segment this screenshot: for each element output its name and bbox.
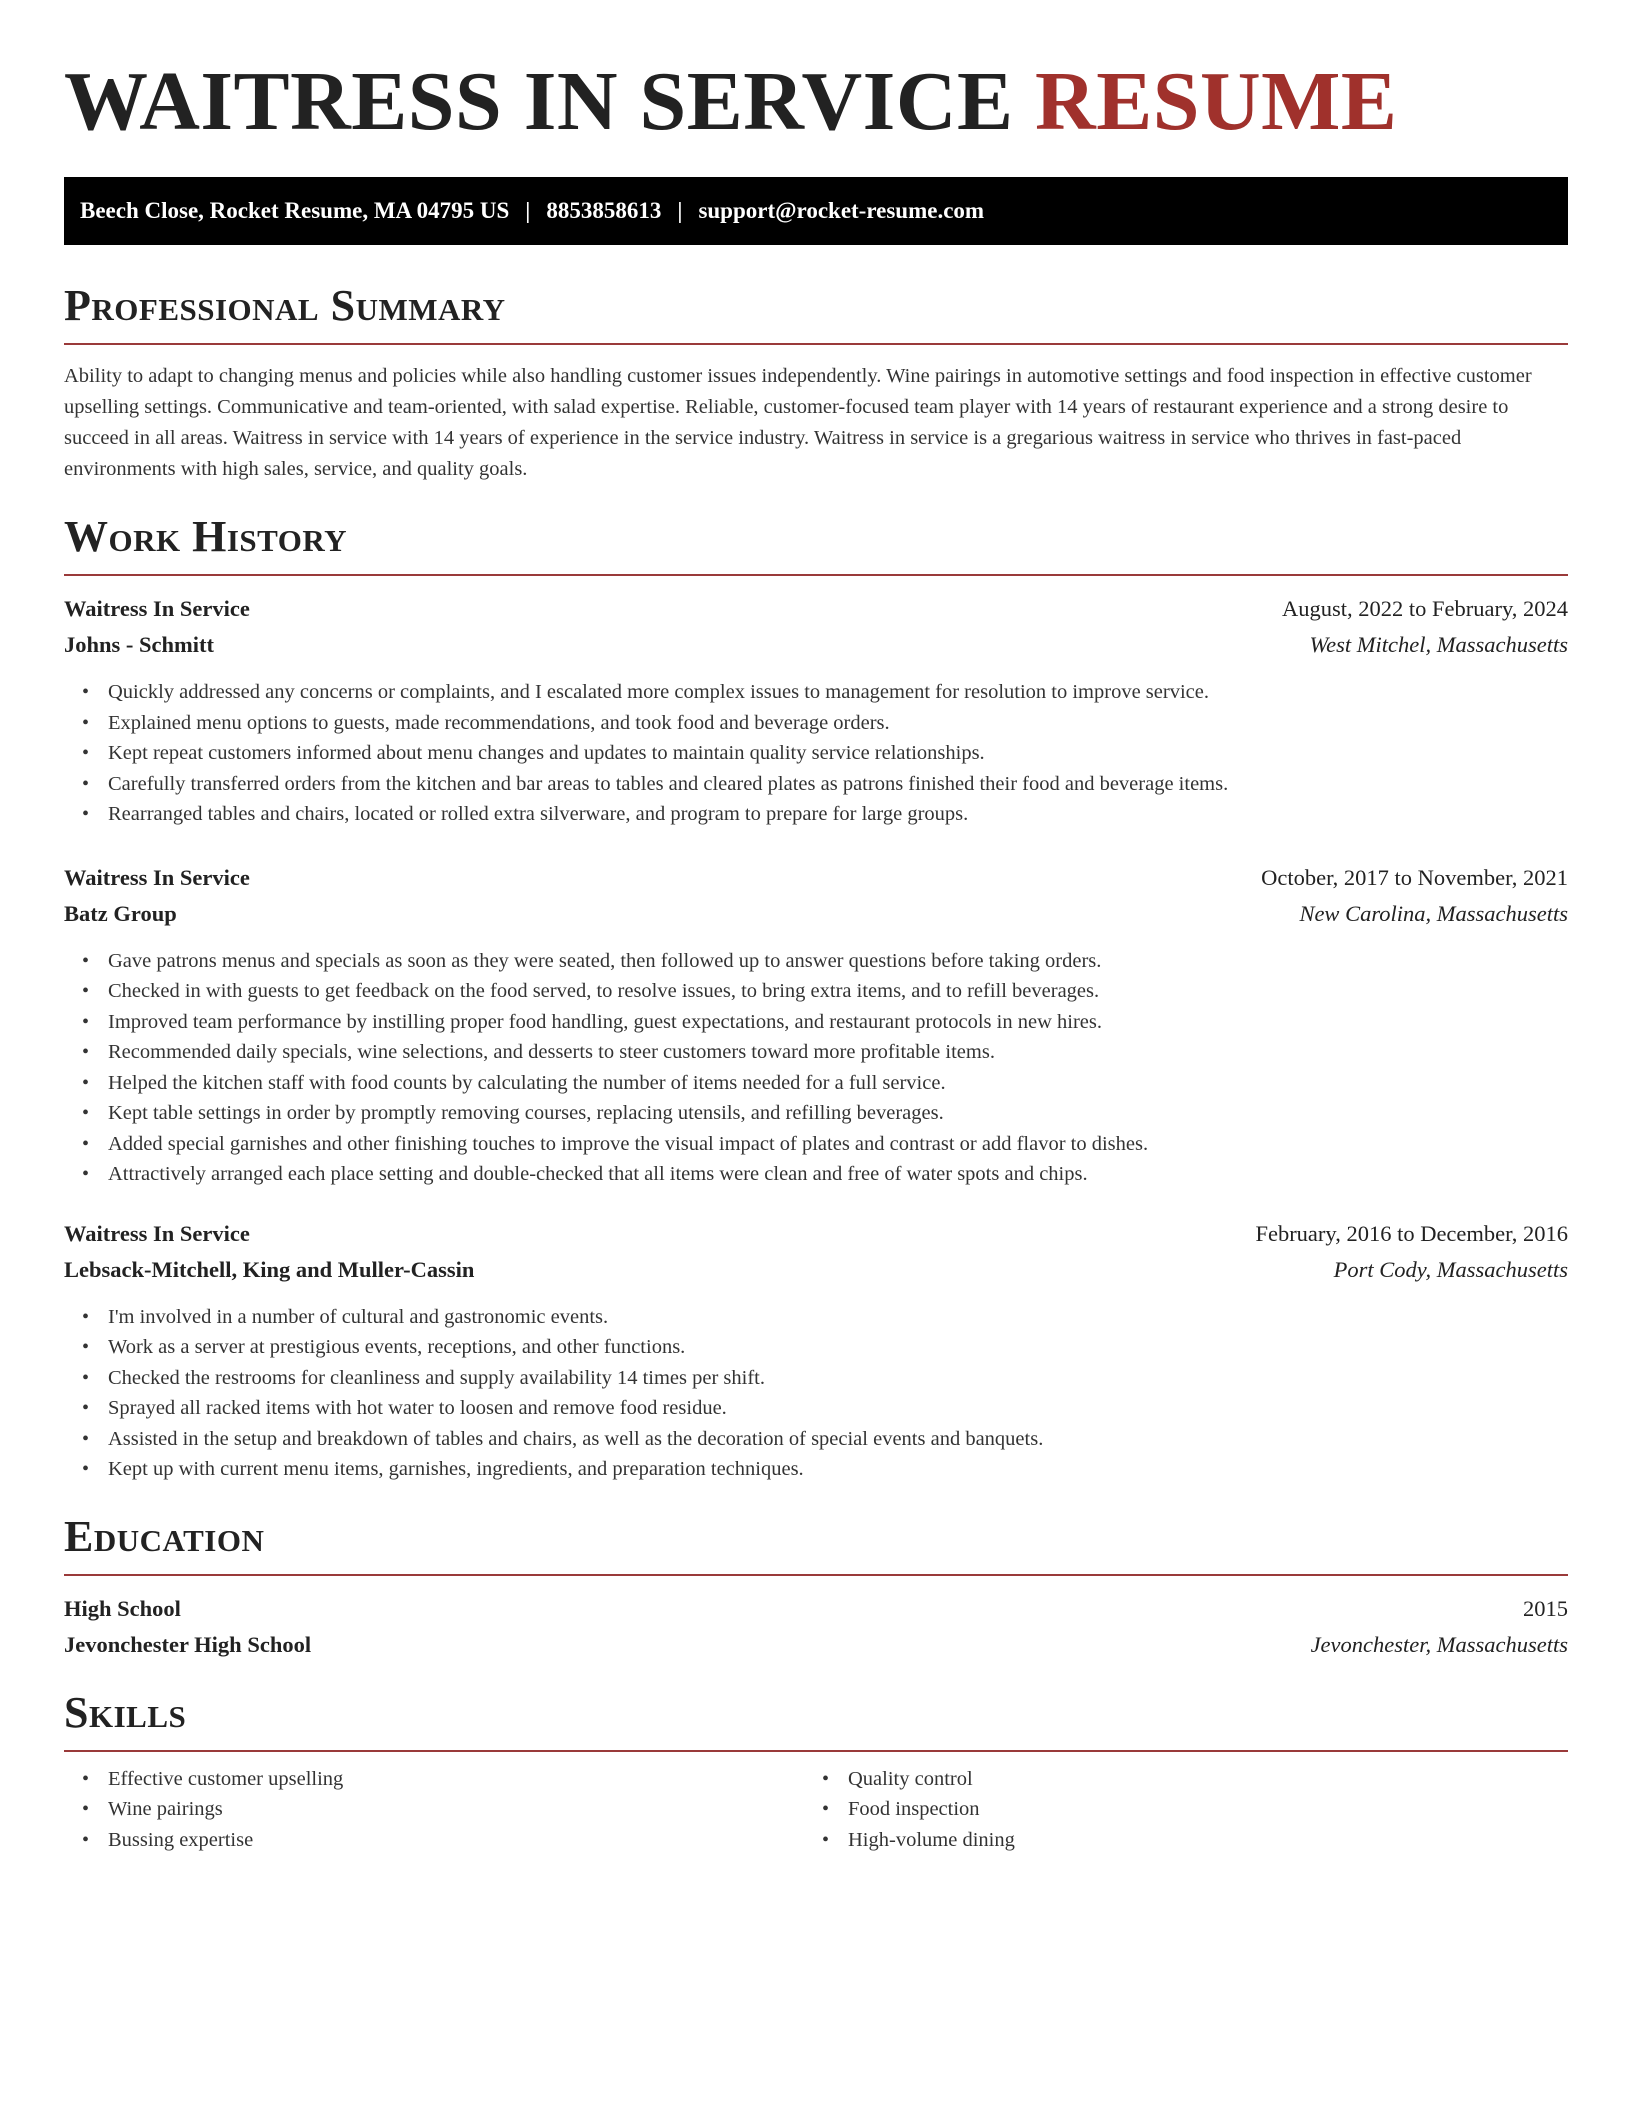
contact-phone: 8853858613 (546, 198, 662, 223)
bullet-marker: • (82, 1767, 90, 1790)
bullet-marker: • (82, 1163, 90, 1185)
bullet-marker: • (82, 1071, 90, 1094)
job-company: Johns - Schmitt (64, 632, 215, 657)
section-divider (64, 343, 1568, 345)
title-main: WAITRESS IN SERVICE (64, 55, 1014, 148)
work-history-section (64, 511, 1568, 1485)
skills-column-left (64, 1764, 804, 1856)
section-divider (64, 1574, 1568, 1576)
job-dates: February, 2016 to December, 2016 (1255, 1220, 1568, 1246)
job-bullet: • Kept repeat customers informed about menu changes and updates to maintain quality service relationships. (82, 738, 1568, 769)
skills-grid (64, 1764, 1568, 1856)
skills-list (804, 1764, 1544, 1856)
skill-item: • Effective customer upselling (82, 1764, 804, 1795)
summary-text: Ability to adapt to changing menus and policies while also handling customer issues independently. Wine pairings in automotive settings and food inspection in effective customer upselling settings. Communicative and team-oriented, with salad expertise. Reliable, customer-focused team player with 14 years of restaurant experience and a strong desire to succeed in all areas. Waitress in service with 14 years of experience in the service industry. Waitress in service is a gregarious waitress in service who thrives in fast-paced environments with high sales, service, and quality goals. (64, 365, 1532, 480)
bullet-marker: • (82, 681, 90, 703)
job-bullet-list (64, 946, 1568, 1190)
job-title-row (64, 1216, 1568, 1252)
skills-list (64, 1764, 804, 1856)
job-bullet: • Rearranged tables and chairs, located or rolled extra silverware, and program to prepare for large groups. (82, 799, 1568, 830)
skills-section (64, 1687, 1568, 1856)
education-degree: High School (64, 1595, 181, 1621)
job-bullet: • Improved team performance by instilling proper food handling, guest expectations, and restaurant protocols in new hires. (82, 1007, 1568, 1038)
skill-item: • Food inspection (822, 1794, 1544, 1825)
job-bullet-list (64, 677, 1568, 830)
education-section (64, 1511, 1568, 1663)
job-bullet: • Gave patrons menus and specials as soon as they were seated, then followed up to answer questions before taking orders. (82, 946, 1568, 977)
job-company-row (64, 627, 1568, 663)
education-entry (64, 1591, 1568, 1663)
bullet-marker: • (82, 1798, 90, 1820)
job-dates: August, 2022 to February, 2024 (1281, 596, 1568, 621)
bullet-marker: • (82, 1336, 90, 1358)
bullet-marker: • (82, 1041, 90, 1063)
bullet-marker: • (82, 980, 90, 1002)
job-bullet: • Explained menu options to guests, made recommendations, and took food and beverage orders. (82, 708, 1568, 739)
contact-separator: | (677, 198, 683, 223)
job-bullet: • Checked the restrooms for cleanliness and supply availability 14 times per shift. (82, 1363, 1568, 1394)
job-bullet-list (64, 1302, 1568, 1485)
contact-separator: | (525, 198, 531, 223)
job-bullet: • I'm involved in a number of cultural and gastronomic events. (82, 1302, 1568, 1333)
job-company: Batz Group (64, 900, 177, 926)
job-company: Lebsack-Mitchell, King and Muller-Cassin (64, 1256, 475, 1282)
job-entry (64, 591, 1568, 830)
skills-column-right (804, 1764, 1544, 1856)
bullet-marker: • (82, 1305, 90, 1328)
skill-item: • Bussing expertise (82, 1825, 804, 1856)
job-bullet: • Quickly addressed any concerns or complaints, and I escalated more complex issues to management for resolution to improve service. (82, 677, 1568, 708)
section-divider (64, 1750, 1568, 1752)
job-bullet: • Recommended daily specials, wine selections, and desserts to steer customers toward more profitable items. (82, 1037, 1568, 1068)
bullet-marker: • (82, 1132, 90, 1155)
job-bullet: • Attractively arranged each place setting and double-checked that all items were clean and free of water spots and chips. (82, 1159, 1568, 1190)
bullet-marker: • (822, 1798, 830, 1820)
job-bullet: • Kept up with current menu items, garnishes, ingredients, and preparation techniques. (82, 1454, 1568, 1485)
job-bullet: • Sprayed all racked items with hot water to loosen and remove food residue. (82, 1393, 1568, 1424)
bullet-marker: • (82, 803, 90, 825)
contact-address: Beech Close, Rocket Resume, MA 04795 US (80, 198, 510, 223)
job-entry (64, 1216, 1568, 1485)
job-title: Waitress In Service (64, 864, 250, 890)
job-bullet: • Checked in with guests to get feedback on the food served, to resolve issues, to bring extra items, and to refill beverages. (82, 976, 1568, 1007)
bullet-marker: • (82, 949, 90, 972)
bullet-marker: • (822, 1767, 830, 1790)
education-heading: Education (64, 1511, 265, 1561)
bullet-marker: • (82, 1828, 90, 1851)
job-company-row (64, 1252, 1568, 1288)
job-bullet: • Assisted in the setup and breakdown of tables and chairs, as well as the decoration of special events and banquets. (82, 1424, 1568, 1455)
resume-title (64, 52, 1568, 152)
work-history-heading: Work History (64, 512, 348, 561)
job-bullet: • Carefully transferred orders from the kitchen and bar areas to tables and cleared plates as patrons finished their food and beverage items. (82, 769, 1568, 800)
job-dates: October, 2017 to November, 2021 (1261, 864, 1568, 890)
education-school-row (64, 1627, 1568, 1663)
bullet-marker: • (82, 1458, 90, 1480)
education-location: Jevonchester, Massachusetts (1310, 1631, 1568, 1657)
education-school: Jevonchester High School (64, 1631, 312, 1657)
bullet-marker: • (82, 1427, 90, 1450)
bullet-marker: • (82, 772, 90, 795)
bullet-marker: • (82, 1010, 90, 1033)
education-year: 2015 (1523, 1595, 1568, 1621)
skill-item: • Quality control (822, 1764, 1544, 1795)
job-location: West Mitchel, Massachusetts (1309, 632, 1568, 657)
bullet-marker: • (822, 1828, 830, 1851)
job-title: Waitress In Service (64, 596, 250, 621)
title-accent: RESUME (1035, 55, 1398, 148)
contact-bar (64, 177, 1568, 245)
bullet-marker: • (82, 1102, 90, 1124)
skill-item: • High-volume dining (822, 1825, 1544, 1856)
job-bullet: • Added special garnishes and other finishing touches to improve the visual impact of plates and contrast or add flavor to dishes. (82, 1129, 1568, 1160)
job-bullet: • Helped the kitchen staff with food counts by calculating the number of items needed for a full service. (82, 1068, 1568, 1099)
bullet-marker: • (82, 1366, 90, 1389)
job-entry (64, 860, 1568, 1190)
bullet-marker: • (82, 1397, 90, 1419)
job-company-row (64, 896, 1568, 932)
job-bullet: • Kept table settings in order by promptly removing courses, replacing utensils, and refilling beverages. (82, 1098, 1568, 1129)
bullet-marker: • (82, 711, 90, 734)
summary-section (64, 280, 1568, 485)
job-title: Waitress In Service (64, 1220, 250, 1246)
section-divider (64, 574, 1568, 576)
bullet-marker: • (82, 742, 90, 764)
contact-email: support@rocket-resume.com (698, 198, 985, 223)
skill-item: • Wine pairings (82, 1794, 804, 1825)
education-degree-row (64, 1591, 1568, 1627)
job-title-row (64, 860, 1568, 896)
job-title-row (64, 591, 1568, 627)
job-location: New Carolina, Massachusetts (1299, 900, 1568, 926)
job-bullet: • Work as a server at prestigious events, receptions, and other functions. (82, 1332, 1568, 1363)
job-location: Port Cody, Massachusetts (1333, 1256, 1568, 1282)
skills-heading: Skills (64, 1687, 187, 1737)
summary-heading: Professional Summary (64, 281, 506, 330)
